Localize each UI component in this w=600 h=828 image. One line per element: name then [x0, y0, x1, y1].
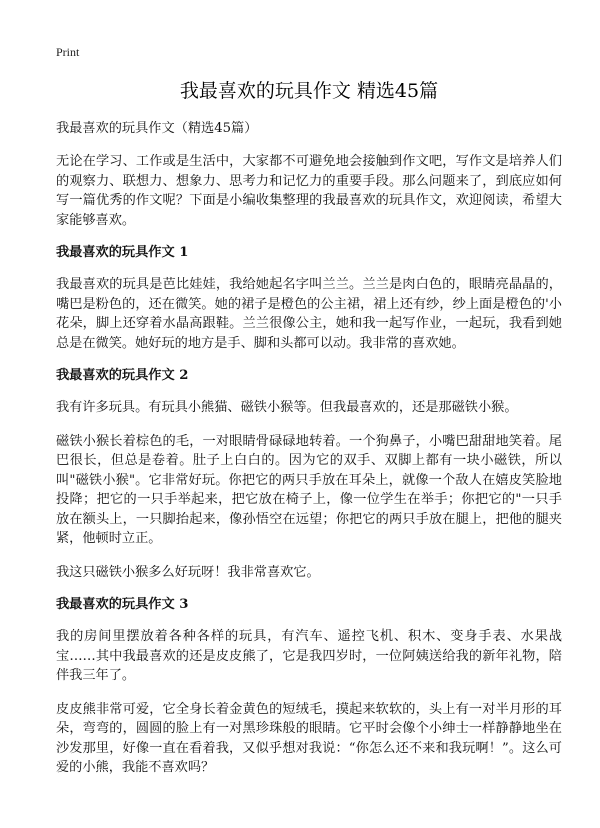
- section-2-paragraph-2: 磁铁小猴长着棕色的毛，一对眼睛骨碌碌地转着。一个狗鼻子，小嘴巴甜甜地笑着。尾巴很长，但总是卷着。肚子上白白的。因为它的双手、双脚上都有一块小磁铁，所以叫"磁铁小猴"。它非常好玩。你把它的两只手放在耳朵上，就像一个敌人在嬉皮笑脸地投降；把它的一只手举起来，把它放在椅子上，像一位学生在举手；你把它的"一只手放在额头上，一只脚抬起来，像孙悟空在远望；你把它的两只手放在腿上，把他的腿夹紧，他顿时立正。: [56, 433, 562, 546]
- intro-paragraph: 无论在学习、工作或是生活中，大家都不可避免地会接触到作文吧，写作文是培养人们的观察力、联想力、想象力、思考力和记忆力的重要手段。那么问题来了，到底应如何写一篇优秀的作文呢？下面是小编收集整理的我最喜欢的玩具作文，欢迎阅读，希望大家能够喜欢。: [56, 154, 562, 228]
- document-subtitle: 我最喜欢的玩具作文（精选45篇）: [56, 121, 258, 136]
- section-2-paragraph-3: 我这只磁铁小猴多么好玩呀！我非常喜欢它。: [56, 564, 320, 580]
- section-heading-2: 我最喜欢的玩具作文 2: [56, 368, 189, 383]
- section-3-paragraph-2: 皮皮熊非常可爱，它全身长着金黄色的短绒毛，摸起来软软的，头上有一对半月形的耳朵，弯弯的，圆圆的脸上有一对黑珍珠般的眼睛。它平时会像个小绅士一样静静地坐在沙发那里，好像一直在看着我，又似乎想对我说：“你怎么还不来和我玩啊！”。这么可爱的小熊，我能不喜欢吗？: [56, 701, 562, 775]
- section-3-paragraph-1: 我的房间里摆放着各种各样的玩具，有汽车、遥控飞机、积木、变身手表、水果战宝……其中我最喜欢的还是皮皮熊了，它是我四岁时，一位阿姨送给我的新年礼物，陪伴我三年了。: [56, 629, 562, 683]
- section-2-paragraph-1: 我有许多玩具。有玩具小熊猫、磁铁小猴等。但我最喜欢的，还是那磁铁小猴。: [56, 400, 518, 415]
- section-heading-1: 我最喜欢的玩具作文 1: [56, 245, 189, 260]
- print-link[interactable]: Print: [56, 45, 80, 59]
- section-1-paragraph-1: 我最喜欢的玩具是芭比娃娃，我给她起名字叫兰兰。兰兰是肉白色的，眼睛亮晶晶的，嘴巴是粉色的，还在微笑。她的裙子是橙色的公主裙，裙上还有纱，纱上面是橙色的'小花朵，脚上还穿着水晶高跟鞋。兰兰很像公主，她和我一起写作业，一起玩，我看到她总是在微笑。她好玩的地方是手、脚和头都可以动。我非常的喜欢她。: [56, 277, 562, 351]
- section-heading-3: 我最喜欢的玩具作文 3: [56, 597, 189, 612]
- document-body: [56, 120, 562, 792]
- document-title: 我最喜欢的玩具作文 精选45篇: [179, 80, 439, 102]
